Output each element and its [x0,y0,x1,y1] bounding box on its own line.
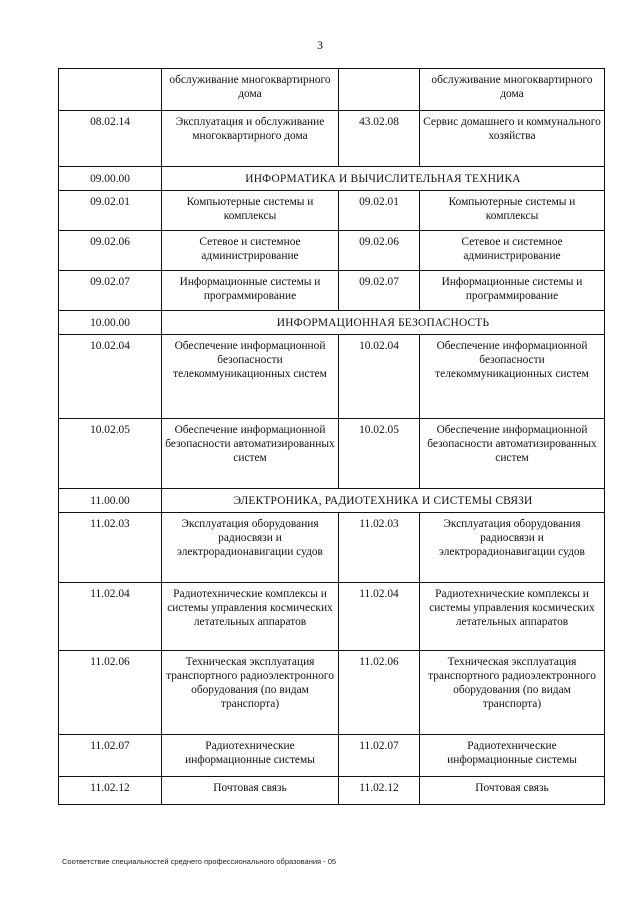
specialties-table [58,68,605,805]
code-right-cell: 43.02.08 [339,111,420,167]
code-left-cell: 10.02.04 [59,335,162,419]
code-right-cell: 09.02.07 [339,271,420,311]
code-left-cell [59,69,162,111]
table-row [59,651,605,735]
section-code: 10.00.00 [59,311,162,335]
name-right-cell: Эксплуатация оборудования радиосвязи и электрорадионавигации судов [420,513,605,583]
code-left-cell: 11.02.03 [59,513,162,583]
name-left-cell: Радиотехнические информационные системы [162,735,339,777]
code-right-cell: 11.02.04 [339,583,420,651]
code-right-cell: 09.02.06 [339,231,420,271]
section-code: 09.00.00 [59,167,162,191]
name-left-cell: Компьютерные системы и комплексы [162,191,339,231]
code-right-cell: 11.02.12 [339,777,420,805]
code-right-cell: 10.02.05 [339,419,420,489]
code-left-cell: 08.02.14 [59,111,162,167]
table-row [59,583,605,651]
code-left-cell: 10.02.05 [59,419,162,489]
table-row [59,777,605,805]
code-right-cell: 10.02.04 [339,335,420,419]
name-left-cell: Техническая эксплуатация транспортного радиоэлектронного оборудования (по видам транспорта) [162,651,339,735]
section-row [59,489,605,513]
table-row [59,335,605,419]
name-right-cell: Сервис домашнего и коммунального хозяйства [420,111,605,167]
name-left-cell: Радиотехнические комплексы и системы управления космических летательных аппаратов [162,583,339,651]
section-title: ЭЛЕКТРОНИКА, РАДИОТЕХНИКА И СИСТЕМЫ СВЯЗИ [162,489,605,513]
name-left-cell: Обеспечение информационной безопасности телекоммуникационных систем [162,335,339,419]
name-left-cell: Почтовая связь [162,777,339,805]
name-left-cell: Эксплуатация оборудования радиосвязи и электрорадионавигации судов [162,513,339,583]
name-right-cell: Техническая эксплуатация транспортного радиоэлектронного оборудования (по видам транспорта) [420,651,605,735]
name-left-cell: Информационные системы и программирование [162,271,339,311]
section-title: ИНФОРМАЦИОННАЯ БЕЗОПАСНОСТЬ [162,311,605,335]
table-row [59,513,605,583]
section-code: 11.00.00 [59,489,162,513]
name-left-cell: Эксплуатация и обслуживание многоквартирного дома [162,111,339,167]
code-left-cell: 11.02.06 [59,651,162,735]
table-body [59,69,605,805]
name-right-cell: Радиотехнические информационные системы [420,735,605,777]
page-number: 3 [317,38,323,52]
name-right-cell: Обеспечение информационной безопасности автоматизированных систем [420,419,605,489]
code-left-cell: 11.02.04 [59,583,162,651]
table-row [59,231,605,271]
name-right-cell: Почтовая связь [420,777,605,805]
table-row [59,111,605,167]
table-row [59,271,605,311]
code-left-cell: 09.02.01 [59,191,162,231]
name-left-cell: Сетевое и системное администрирование [162,231,339,271]
code-right-cell: 11.02.06 [339,651,420,735]
name-left-cell: обслуживание многоквартирного дома [162,69,339,111]
code-right-cell: 09.02.01 [339,191,420,231]
table-row [59,419,605,489]
name-right-cell: Компьютерные системы и комплексы [420,191,605,231]
code-right-cell: 11.02.07 [339,735,420,777]
code-left-cell: 11.02.07 [59,735,162,777]
table-row [59,735,605,777]
name-right-cell: Информационные системы и программирование [420,271,605,311]
code-right-cell [339,69,420,111]
table-row [59,69,605,111]
section-row [59,311,605,335]
code-left-cell: 09.02.06 [59,231,162,271]
name-right-cell: обслуживание многоквартирного дома [420,69,605,111]
table-row [59,191,605,231]
section-title: ИНФОРМАТИКА И ВЫЧИСЛИТЕЛЬНАЯ ТЕХНИКА [162,167,605,191]
footer-text: Соответствие специальностей среднего профессионального образования - 05 [62,857,337,866]
code-left-cell: 09.02.07 [59,271,162,311]
name-right-cell: Радиотехнические комплексы и системы управления космических летательных аппаратов [420,583,605,651]
section-row [59,167,605,191]
code-left-cell: 11.02.12 [59,777,162,805]
name-left-cell: Обеспечение информационной безопасности автоматизированных систем [162,419,339,489]
name-right-cell: Обеспечение информационной безопасности телекоммуникационных систем [420,335,605,419]
name-right-cell: Сетевое и системное администрирование [420,231,605,271]
code-right-cell: 11.02.03 [339,513,420,583]
